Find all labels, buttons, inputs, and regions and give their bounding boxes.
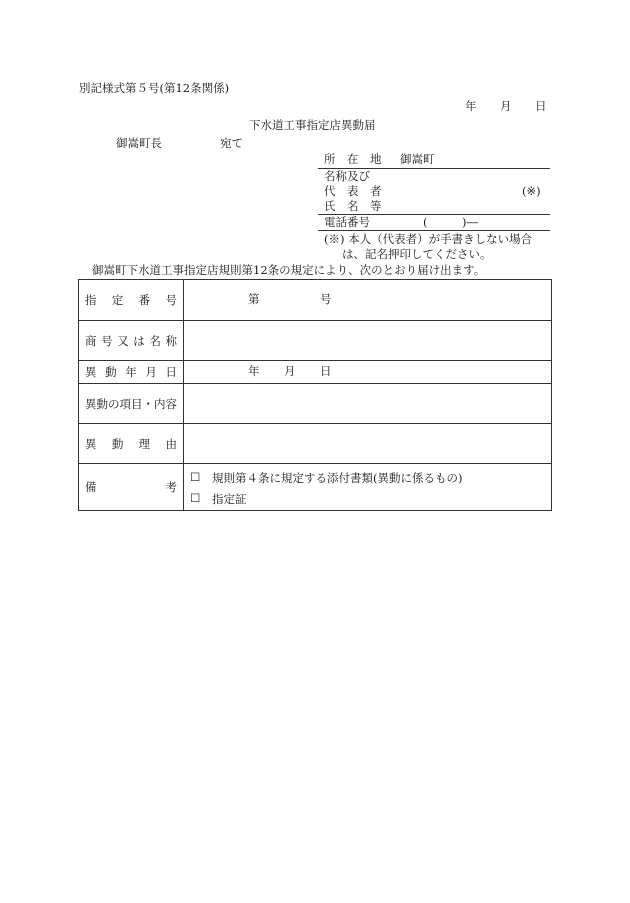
table-row bbox=[79, 464, 552, 511]
phone-format: ( )― bbox=[423, 215, 478, 229]
date-day-label: 日 bbox=[535, 99, 547, 113]
change-reason-label: 異 動 理 由 bbox=[85, 436, 177, 451]
addressee-name: 御嵩町長 bbox=[116, 136, 162, 150]
date-month-label: 月 bbox=[500, 99, 512, 113]
address-label: 所 在 地 bbox=[324, 152, 382, 166]
notification-table bbox=[78, 279, 552, 511]
name-label-line1: 名称及び bbox=[324, 169, 370, 183]
trade-name-label: 商 号 又 は 名 称 bbox=[85, 333, 177, 348]
note-line2: は、記名押印してください。 bbox=[342, 247, 492, 261]
statement-text: 御嵩町下水道工事指定店規則第12条の規定により、次のとおり届け出ます。 bbox=[92, 263, 486, 277]
table-row bbox=[79, 424, 552, 464]
attachment-checkbox[interactable]: ☐ bbox=[190, 470, 201, 484]
name-label-line3: 氏 名 等 bbox=[324, 199, 382, 213]
table-row bbox=[79, 384, 552, 424]
addressee-suffix: 宛て bbox=[220, 136, 243, 150]
table-row bbox=[79, 361, 552, 384]
change-reason-cell[interactable] bbox=[184, 424, 552, 464]
change-day-label: 日 bbox=[320, 364, 332, 378]
change-month-label: 月 bbox=[284, 364, 296, 378]
note-line1: (※) 本人（代表者）が手書きしない場合 bbox=[324, 232, 533, 246]
attachment-text: 規則第４条に規定する添付書類(異動に係るもの) bbox=[212, 471, 463, 485]
certificate-checkbox[interactable]: ☐ bbox=[190, 491, 201, 505]
change-item-cell[interactable] bbox=[184, 384, 552, 424]
seal-mark: (※) bbox=[522, 184, 541, 198]
document-title: 下水道工事指定店異動届 bbox=[249, 118, 376, 132]
name-label-line2: 代 表 者 bbox=[324, 184, 382, 198]
designation-suffix: 号 bbox=[320, 292, 332, 306]
phone-label: 電話番号 bbox=[324, 215, 370, 229]
phone-underline bbox=[318, 230, 550, 231]
remarks-label: 備 考 bbox=[85, 480, 177, 494]
change-date-label: 異 動 年 月 日 bbox=[85, 365, 177, 379]
date-year-label: 年 bbox=[465, 99, 477, 113]
address-value: 御嵩町 bbox=[400, 152, 435, 166]
designation-prefix: 第 bbox=[248, 292, 260, 306]
change-year-label: 年 bbox=[248, 364, 260, 378]
certificate-text: 指定証 bbox=[212, 492, 247, 506]
form-number: 別記様式第５号(第12条関係) bbox=[79, 81, 230, 95]
change-date-cell[interactable] bbox=[184, 361, 552, 384]
change-item-label: 異動の項目・内容 bbox=[79, 384, 184, 424]
designation-number-label: 指 定 番 号 bbox=[85, 293, 177, 307]
designation-number-cell[interactable] bbox=[184, 280, 552, 321]
remarks-cell bbox=[184, 464, 552, 511]
table-row bbox=[79, 321, 552, 361]
table-row bbox=[79, 280, 552, 321]
trade-name-cell[interactable] bbox=[184, 321, 552, 361]
